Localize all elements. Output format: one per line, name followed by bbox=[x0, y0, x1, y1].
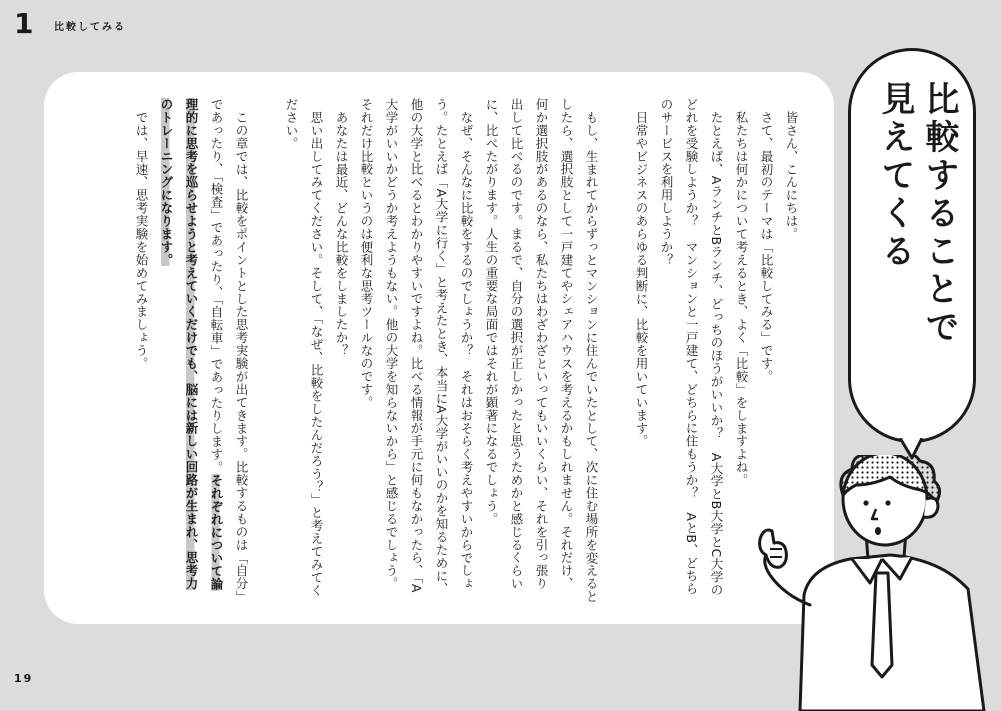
paragraph bbox=[254, 98, 279, 603]
paragraph-text: この章では、比較をポイントとした思考実験が出てきます。比較するものは「自分」であったり、「検査」であったり、「自転車」であったりします。 bbox=[209, 98, 249, 603]
paragraph: 日常やビジネスのあらゆる判断に、比較を用いています。 bbox=[634, 110, 649, 448]
highlighted-text: それぞれについて論理的に思考を巡らせようと考えていくだけでも、脳には新しい回路が生まれ、思考力のトレーニングになります。 bbox=[159, 98, 224, 591]
speech-bubble bbox=[848, 48, 976, 443]
paragraph: なぜ、そんなに比較をするのでしょうか？ それはおそらく考えやすいからでしょう。たとえば「A大学に行く」と考えたとき、本当にA大学がいいのかを知るために、他の大学と比べるとわかりやすいですよね。比べる情報が手元に何もなかったら、「A大学がいいかどうか考えようもない。他の大学を知らないから」と感じるでしょう。それだけ比較というのは便利な思考ツールなのです。 bbox=[359, 98, 474, 596]
chapter-number: 1 bbox=[14, 7, 34, 40]
body-text bbox=[129, 98, 804, 603]
paragraph: もし、生まれてからずっとマンションに住んでいたとして、次に住む場所を変えるとしたら、選択肢として一戸建てやシェアハウスを考えるかもしれません。それだけ、何か選択肢があるのなら、私たちはわざわざといってもいいくらい、それを引っ張り出して比べるのです。まるで、自分の選択が正しかったと思うためかと感じるくらいに、比べたがります。人生の重要な局面ではそれが顕著になるでしょう。 bbox=[484, 98, 599, 603]
paragraph bbox=[604, 98, 629, 603]
paragraph: 皆さん、こんにちは。 bbox=[784, 110, 799, 240]
paragraph: さて、最初のテーマは「比較してみる」です。 bbox=[759, 110, 774, 383]
paragraph: 思い出してみてください。そして、「なぜ、比較をしたんだろう？」と考えてみてください。 bbox=[284, 98, 324, 597]
paragraph: あなたは最近、どんな比較をしましたか？ bbox=[334, 110, 349, 357]
speech-bubble-text bbox=[873, 81, 961, 347]
man-illustration bbox=[740, 455, 1001, 711]
speech-line-2: 見えてくる bbox=[875, 81, 915, 271]
paragraph: たとえば、AランチとBランチ、どっちのほうがいいか？ A大学とB大学とC大学のどれを受験しようか？ マンションと一戸建て、どちらに住もうか？ AとB、どちらのサービスを利用しようか？ bbox=[659, 98, 724, 597]
text-card bbox=[44, 72, 834, 624]
chapter-title: 比較してみる bbox=[54, 22, 126, 33]
paragraph: 私たちは何かについて考えるとき、よく「比較」をしますよね。 bbox=[734, 110, 749, 487]
paragraph bbox=[154, 98, 254, 603]
speech-line-1: 比較することで bbox=[919, 81, 959, 347]
page-number: 19 bbox=[14, 672, 34, 685]
paragraph: では、早速、思考実験を始めてみましょう。 bbox=[134, 110, 149, 370]
